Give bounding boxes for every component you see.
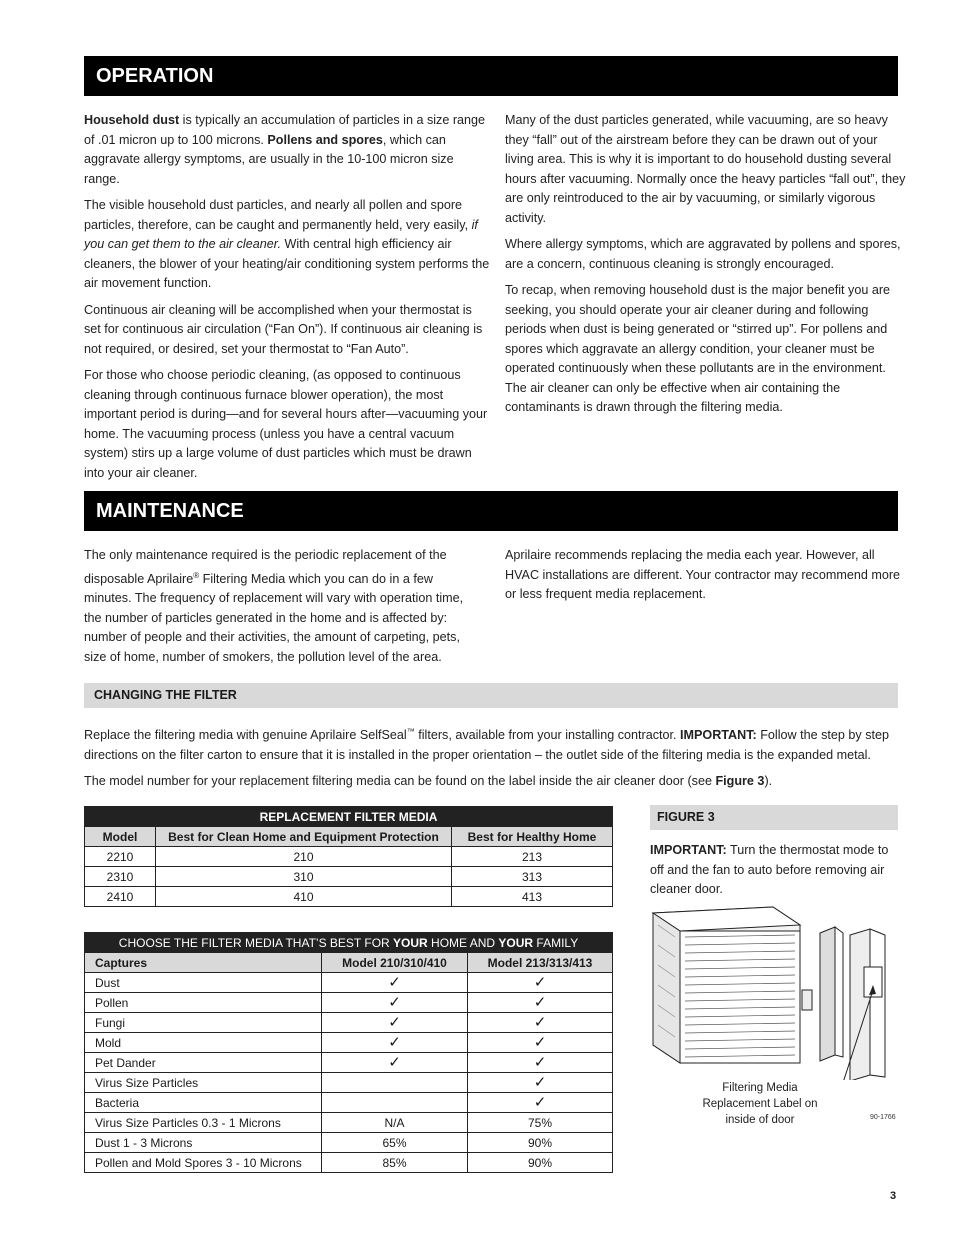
table-row: Pollen ✓ ✓ (85, 993, 613, 1013)
paragraph: Where allergy symptoms, which are aggravated by pollens and spores, are a concern, continuous cleaning is strongly encouraged. (505, 237, 901, 271)
table-row: Dust 1 - 3 Microns 65% 90% (85, 1133, 613, 1153)
table-row: Dust ✓ ✓ (85, 973, 613, 993)
paragraph: Replace the filtering media with genuine Aprilaire SelfSeal™ filters, available from your installing contractor. IMPORTANT: Follow the step by step directions on the filter carton to ensure that it is installed in the proper orientation – the outlet side of the filtering media is the expanded metal. (84, 727, 890, 762)
paragraph: Aprilaire recommends replacing the media each year. However, all HVAC installations are different. Your contractor may recommend more or less frequent media replacement. (505, 548, 901, 601)
table-row: Virus Size Particles ✓ (85, 1073, 613, 1093)
air-cleaner-cabinet (653, 907, 812, 1063)
column-header: Best for Clean Home and Equipment Protection (156, 827, 452, 847)
table-row: 2410 410 413 (85, 887, 613, 907)
paragraph: The model number for your replacement filtering media can be found on the label inside the air cleaner door (see Figure 3). (84, 774, 773, 789)
column-header: Captures (85, 953, 322, 973)
maintenance-header: MAINTENANCE (84, 491, 898, 531)
table-row: 2310 310 313 (85, 867, 613, 887)
paragraph: For those who choose periodic cleaning, (as opposed to continuous cleaning through continuous furnace blower operation), the most important period is during—and for several hours after—vacuuming your home. The vacuuming process (unless you have a central vacuum system) stirs up a large volume of dust particles which must be drawn into your air cleaner. (84, 368, 488, 480)
paragraph: Continuous air cleaning will be accomplished when your thermostat is set for continuous air circulation (“Fan On”). If continuous air cleaning is not required, or desired, set your thermostat to “Fan Auto”. (84, 302, 483, 356)
table-row: Fungi ✓ ✓ (85, 1013, 613, 1033)
figure-caption: Filtering Media Replacement Label on inside of door (702, 1082, 818, 1126)
paragraph: To recap, when removing household dust is the major benefit you are seeking, you should operate your air cleaner during and following periods when dust is being generated or “stirred up”. For pollens and spores which aggravate an allergy condition, your cleaner must be operated continuously when these pollutants are in the environment. The air cleaner can only be effective when air containing the contaminants is drawn through the filtering media. (505, 283, 891, 414)
changing-filter-header: CHANGING THE FILTER (84, 683, 898, 708)
replacement-filter-table (84, 806, 613, 907)
figure-code: 90-1766 (870, 1114, 896, 1121)
operation-header: OPERATION (84, 56, 898, 96)
changing-filter-text (84, 722, 904, 799)
figure-important-note: IMPORTANT: Turn the thermostat mode to off and the fan to auto before removing air cleaner door. (650, 843, 889, 896)
table-row: Bacteria ✓ (85, 1093, 613, 1113)
paragraph: Many of the dust particles generated, while vacuuming, are so heavy they “fall” out of the airstream before they can be drawn out of your living area. This is why it is important to do household dusting several hours after vacuuming. Normally once the heavy particles “fall out”, they are only reintroduced to the air by vacuuming, or similarly vigorous activity. (505, 113, 906, 225)
choose-filter-table (84, 932, 613, 1173)
table-row: Virus Size Particles 0.3 - 1 Microns N/A 75% (85, 1113, 613, 1133)
maintenance-left-column (84, 546, 484, 674)
table-row: Pollen and Mold Spores 3 - 10 Microns 85% 90% (85, 1153, 613, 1173)
column-header: Model 210/310/410 (322, 953, 468, 973)
figure-3-header: FIGURE 3 (650, 805, 898, 830)
table-row: Mold ✓ ✓ (85, 1033, 613, 1053)
paragraph: The visible household dust particles, and nearly all pollen and spore particles, therefore, can be caught and permanently held, very easily, if you can get them to the air cleaner. With central high efficiency air cleaners, the blower of your heating/air conditioning system performs the air movement function. (84, 198, 490, 290)
page-number: 3 (890, 1190, 897, 1202)
operation-left-column (84, 111, 490, 490)
column-header: Model 213/313/413 (468, 953, 613, 973)
column-header: Model (85, 827, 156, 847)
table-row: Pet Dander ✓ ✓ (85, 1053, 613, 1073)
maintenance-right-column (505, 546, 909, 612)
air-cleaner-door (820, 927, 885, 1080)
column-header: Best for Healthy Home (452, 827, 613, 847)
paragraph: The only maintenance required is the periodic replacement of the disposable Aprilaire® Filtering Media which you can do in a few minutes. The frequency of replacement will vary with operation time, the number of particles generated in the home and is affected by: number of people and their activities, the amount of carpeting, pets, size of home, number of smokers, the pollution level of the area. (84, 548, 464, 664)
table-title: REPLACEMENT FILTER MEDIA (85, 807, 613, 827)
air-cleaner-illustration (645, 905, 905, 1080)
table-title: CHOOSE THE FILTER MEDIA THAT’S BEST FOR YOUR HOME AND YOUR FAMILY (85, 933, 613, 953)
paragraph: Household dust is typically an accumulation of particles in a size range of .01 micron up to 100 microns. Pollens and spores, which can aggravate allergy symptoms, are usually in the 10-100 micron size range. (84, 113, 486, 186)
table-row: 2210 210 213 (85, 847, 613, 867)
operation-right-column (505, 111, 907, 425)
